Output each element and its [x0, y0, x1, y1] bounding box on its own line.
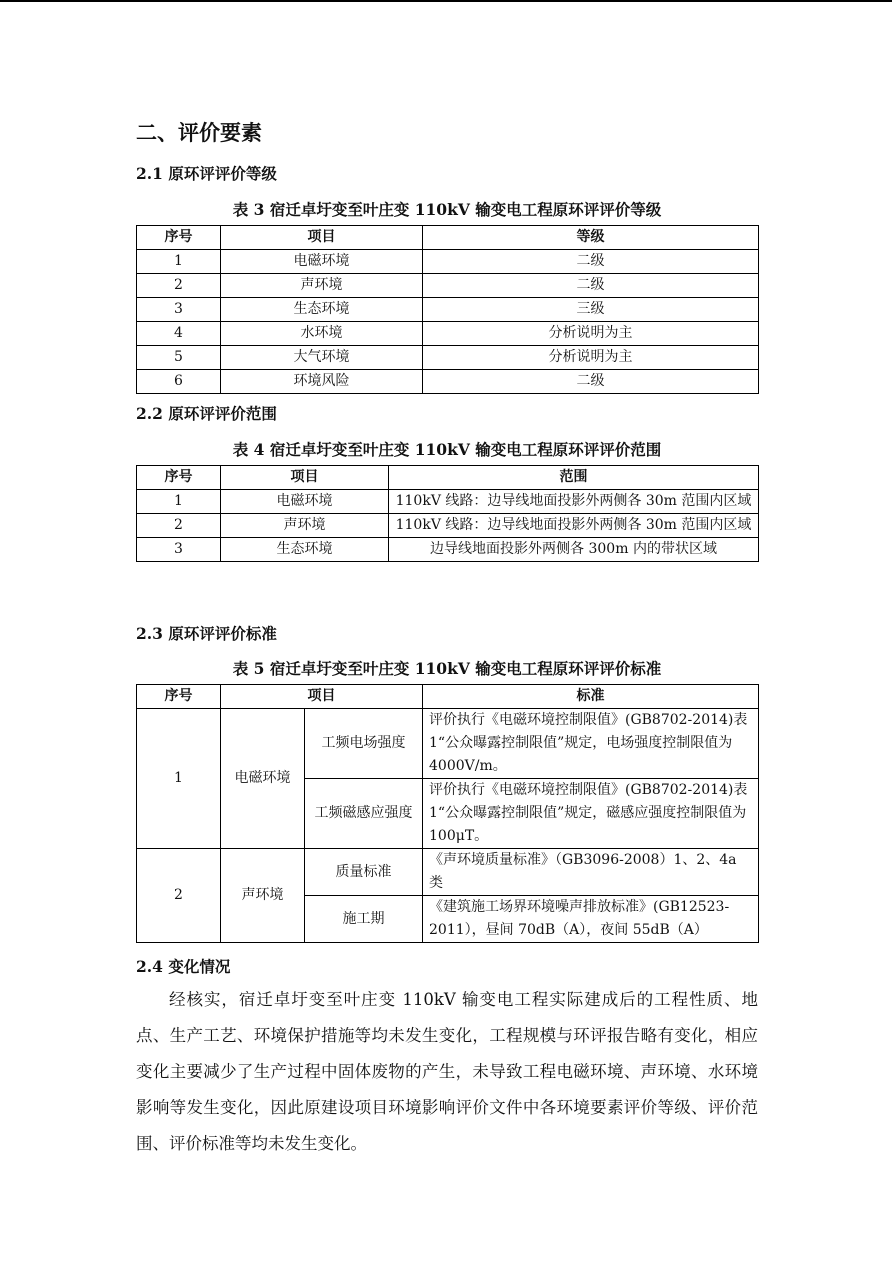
table-evaluation-scope: [136, 465, 759, 562]
col-header-no: 序号: [137, 685, 221, 709]
cell-no: 1: [137, 490, 221, 514]
cell-item: 声环境: [221, 274, 423, 298]
cell-item: 电磁环境: [221, 250, 423, 274]
cell-scope: 边导线地面投影外两侧各 300m 内的带状区域: [389, 538, 759, 562]
body-paragraph: 经核实，宿迁卓圩变至叶庄变 110kV 输变电工程实际建成后的工程性质、地点、生产工艺、环境保护措施等均未发生变化，工程规模与环评报告略有变化，相应变化主要减少了生产过程中固体废物的产生，未导致工程电磁环境、声环境、水环境影响等发生变化，因此原建设项目环境影响评价文件中各环境要素评价等级、评价范围、评价标准等均未发生变化。: [136, 990, 758, 1153]
cell-scope: 110kV 线路：边导线地面投影外两侧各 30m 范围内区域: [389, 490, 759, 514]
col-header-item: 项目: [221, 226, 423, 250]
table-row: [137, 514, 759, 538]
cell-subitem: 施工期: [305, 896, 423, 943]
col-header-no: 序号: [137, 226, 221, 250]
col-header-item: 项目: [221, 466, 389, 490]
cell-grade: 二级: [423, 370, 759, 394]
table5-caption: 表 5 宿迁卓圩变至叶庄变 110kV 输变电工程原环评评价标准: [232, 659, 662, 678]
table-row: [137, 250, 759, 274]
table-row: [137, 370, 759, 394]
cell-item: 大气环境: [221, 346, 423, 370]
cell-item: 水环境: [221, 322, 423, 346]
cell-no: 6: [137, 370, 221, 394]
cell-no: 5: [137, 346, 221, 370]
cell-no: 4: [137, 322, 221, 346]
table-header-row: [137, 685, 759, 709]
cell-no: 3: [137, 538, 221, 562]
col-header-item: 项目: [221, 685, 423, 709]
cell-no: 3: [137, 298, 221, 322]
cell-no: 1: [137, 250, 221, 274]
cell-grade: 二级: [423, 250, 759, 274]
table-row: [137, 849, 759, 896]
section-title: 二、评价要素: [136, 120, 262, 145]
table-row: [137, 346, 759, 370]
cell-item: 电磁环境: [221, 709, 305, 849]
table-evaluation-standard: [136, 684, 759, 943]
top-rule: [0, 0, 892, 2]
table-row: [137, 709, 759, 779]
cell-subitem: 工频磁感应强度: [305, 779, 423, 849]
cell-grade: 二级: [423, 274, 759, 298]
cell-item: 环境风险: [221, 370, 423, 394]
table-row: [137, 490, 759, 514]
cell-standard: 《建筑施工场界环境噪声排放标准》(GB12523-2011），昼间 70dB（A），夜间 55dB（A）: [423, 896, 759, 943]
cell-subitem: 质量标准: [305, 849, 423, 896]
col-header-no: 序号: [137, 466, 221, 490]
table-row: [137, 322, 759, 346]
change-description: [136, 982, 758, 1162]
cell-item: 生态环境: [221, 538, 389, 562]
cell-standard: 评价执行《电磁环境控制限值》(GB8702-2014)表 1“公众曝露控制限值”规定，电场强度控制限值为 4000V/m。: [423, 709, 759, 779]
table-row: [137, 298, 759, 322]
col-header-grade: 等级: [423, 226, 759, 250]
cell-no: 2: [137, 514, 221, 538]
col-header-scope: 范围: [389, 466, 759, 490]
cell-scope: 110kV 线路：边导线地面投影外两侧各 30m 范围内区域: [389, 514, 759, 538]
table3-caption: 表 3 宿迁卓圩变至叶庄变 110kV 输变电工程原环评评价等级: [232, 200, 662, 219]
cell-subitem: 工频电场强度: [305, 709, 423, 779]
cell-no: 1: [137, 709, 221, 849]
table4-caption: 表 4 宿迁卓圩变至叶庄变 110kV 输变电工程原环评评价范围: [232, 440, 662, 459]
cell-no: 2: [137, 849, 221, 943]
table-evaluation-grade: [136, 225, 759, 394]
table-row: [137, 274, 759, 298]
cell-grade: 三级: [423, 298, 759, 322]
cell-standard: 评价执行《电磁环境控制限值》(GB8702-2014)表 1“公众曝露控制限值”规定，磁感应强度控制限值为 100μT。: [423, 779, 759, 849]
heading-2-2: 2.2 原环评评价范围: [136, 404, 277, 423]
heading-2-4: 2.4 变化情况: [136, 957, 231, 976]
cell-item: 声环境: [221, 514, 389, 538]
cell-item: 电磁环境: [221, 490, 389, 514]
col-header-standard: 标准: [423, 685, 759, 709]
heading-2-3: 2.3 原环评评价标准: [136, 624, 277, 643]
table-header-row: [137, 226, 759, 250]
cell-grade: 分析说明为主: [423, 346, 759, 370]
table-row: [137, 538, 759, 562]
cell-grade: 分析说明为主: [423, 322, 759, 346]
heading-2-1: 2.1 原环评评价等级: [136, 164, 277, 183]
table-header-row: [137, 466, 759, 490]
cell-standard: 《声环境质量标准》（GB3096-2008）1、2、4a 类: [423, 849, 759, 896]
cell-item: 生态环境: [221, 298, 423, 322]
cell-item: 声环境: [221, 849, 305, 943]
cell-no: 2: [137, 274, 221, 298]
